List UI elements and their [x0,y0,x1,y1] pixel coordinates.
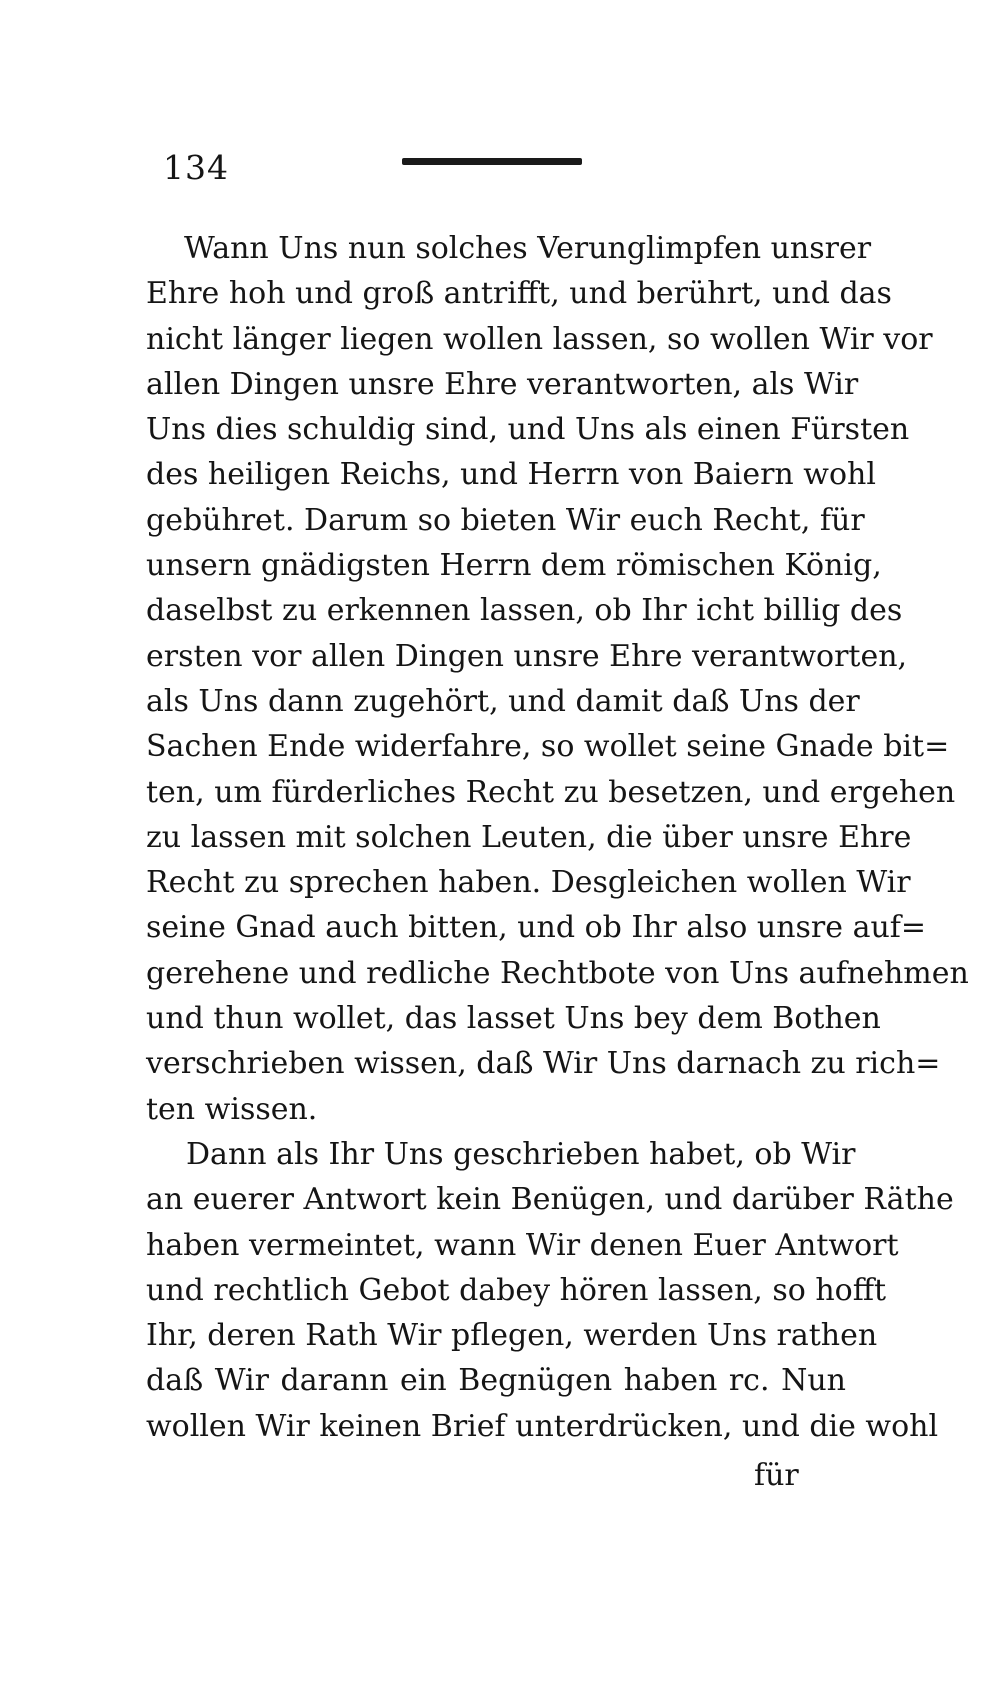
catchword: für [754,1458,799,1493]
text-line: allen Dingen unsre Ehre verantworten, als Wir [146,366,859,402]
text-line: ersten vor allen Dingen unsre Ehre verantworten, [146,638,908,674]
text-line: ten, um fürderliches Recht zu besetzen, und ergehen [146,774,956,810]
text-line: und rechtlich Gebot dabey hören lassen, so hofft [146,1272,887,1308]
text-line: haben vermeintet, wann Wir denen Euer Antwort [146,1227,899,1263]
text-line: zu lassen mit solchen Leuten, die über unsre Ehre [146,819,912,855]
text-line: daß Wir darann ein Begnügen haben rc. Nun [146,1363,846,1399]
header-rule [402,158,582,165]
text-line: gerehene und redliche Rechtbote von Uns aufnehmen [146,955,969,991]
text-line: wollen Wir keinen Brief unterdrücken, und die wohl [146,1408,939,1444]
text-line: ten wissen. [146,1091,318,1127]
text-line: unsern gnädigsten Herrn dem römischen König, [146,548,882,584]
text-line: und thun wollet, das lasset Uns bey dem Bothen [146,1001,881,1037]
text-line: Dann als Ihr Uns geschrieben habet, ob Wir [186,1136,856,1172]
text-line: seine Gnad auch bitten, und ob Ihr also unsre auf= [146,910,927,946]
text-line: an euerer Antwort kein Benügen, und darüber Räthe [146,1182,954,1218]
text-line: nicht länger liegen wollen lassen, so wollen Wir vor [146,321,933,357]
body-text [146,226,969,1449]
text-line: als Uns dann zugehört, und damit daß Uns der [146,683,860,719]
text-line: verschrieben wissen, daß Wir Uns darnach zu rich= [146,1046,941,1082]
text-line: Wann Uns nun solches Verunglimpfen unsrer [184,231,872,266]
text-line: Uns dies schuldig sind, und Uns als einen Fürsten [146,412,910,448]
text-line: daselbst zu erkennen lassen, ob Ihr icht billig des [146,593,903,629]
text-line: Sachen Ende widerfahre, so wollet seine Gnade bit= [146,729,950,765]
text-line: Ehre hoh und groß antrifft, und berührt, und das [146,276,892,312]
page-number: 134 [163,148,229,187]
text-line: Recht zu sprechen haben. Desgleichen wollen Wir [146,865,911,901]
text-line: des heiligen Reichs, und Herrn von Baiern wohl [146,457,876,493]
text-line: gebühret. Darum so bieten Wir euch Recht, für [146,502,865,538]
text-line: Ihr, deren Rath Wir pflegen, werden Uns rathen [146,1318,878,1354]
